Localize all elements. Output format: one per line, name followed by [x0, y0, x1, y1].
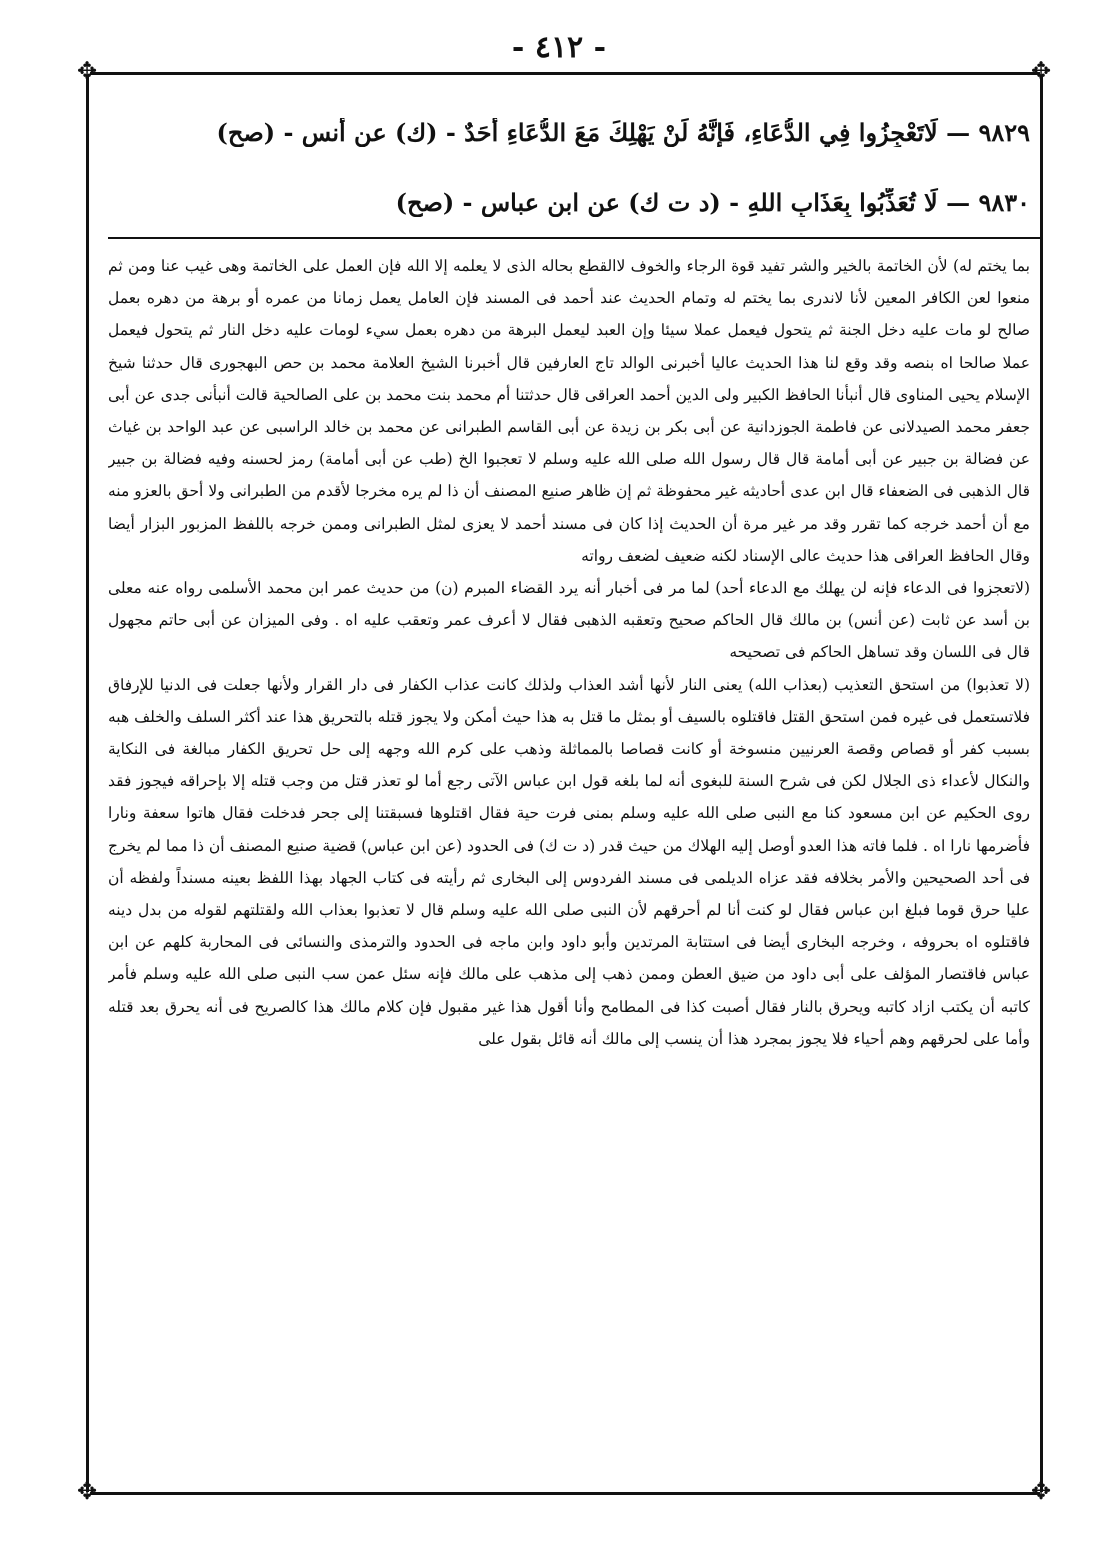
page-number: - ٤١٢ -	[511, 30, 607, 65]
commentary-paragraph: (لا تعذبوا) من استحق التعذيب (بعذاب الله) يعنى النار لأنها أشد العذاب ولذلك كانت عذاب الكفار فى دار القرار ولأنها جعلت فى الدنيا للإرفاق فلاتستعمل فى غيره فمن استحق القتل فاقتلوه بالسيف أو بمثل ما قتل به هذا حيث أمكن ولا يجوز قتله بالتحريق هذا عند أكثر السلف والخلف هبه بسبب كفر أو قصاص وقصة العرنيين منسوخة أو كانت قصاصا بالمماثلة وذهب على كرم الله وجهه إلى حل تحريق الكفار مبالغة فى النكاية والنكال لأعداء ذى الجلال لكن فى شرح السنة للبغوى أنه لما بلغه قول ابن عباس الآتى رجع أما لو تعذر قتل من وجب قتله إلا بإحراقه فيجوز فقد روى الحكيم عن ابن مسعود كنا مع النبى صلى الله عليه وسلم بمنى فرت حية فقال اقتلوها فسبقتنا إلى جحر فدخلت فقال هاتوا سعفة ونارا فأضرمها نارا اه . فلما فاته هذا العدو أوصل إليه الهلاك من حيث قدر (د ت ك) فى الحدود (عن ابن عباس) قضية صنيع المصنف أن ذا مما لم يخرج فى أحد الصحيحين والأمر بخلافه فقد عزاه الديلمى فى مسند الفردوس إلى البخارى ثم رأيته فى كتاب الجهاد بهذا اللفظ بعينه مسنداً ولفظه أن عليا حرق قوما فبلغ ابن عباس فقال لو كنت أنا لم أحرقهم لأن النبى صلى الله عليه وسلم قال لا تعذبوا بعذاب الله ولقتلتهم لقوله من بدل دينه فاقتلوه اه بحروفه ، وخرجه البخارى أيضا فى استتابة المرتدين وأبو داود وابن ماجه فى الحدود والترمذى والنسائى فى المحاربة كلهم عن ابن عباس فاقتصار المؤلف على أبى داود من ضيق العطن وممن ذهب إلى مذهب على مالك فإنه سئل عمن سب النبى صلى الله عليه وسلم فأمر كاتبه أن يكتب ازاد كاتبه ويحرق بالنار فقال أصبت كذا فى المطامح وأنا أقول هذا غير مقبول فإن كلام مالك هذا كالصريح فى أنه يحرق بعد قتله وأما على لحرقهم وهم أحياء فلا يجوز بمجرد هذا أن ينسب إلى مالك أنه قائل بقول على	[108, 675, 1030, 1048]
corner-ornament-icon: ✥	[76, 1477, 98, 1505]
corner-ornament-icon: ✥	[1030, 57, 1052, 85]
right-border	[1040, 76, 1043, 1492]
corner-ornament-icon: ✥	[76, 57, 98, 85]
text-separator	[108, 237, 1042, 239]
hadith-9830: ٩٨٣٠ — لَا تُعَذِّبُوا بِعَذَابِ اللهِ - (د ت ك) عن ابن عباس - (صح)	[395, 188, 1030, 217]
top-border	[90, 72, 1040, 75]
commentary	[108, 250, 1030, 1480]
corner-ornament-icon: ✥	[1030, 1477, 1052, 1505]
bottom-border	[90, 1492, 1040, 1495]
left-border	[86, 76, 89, 1492]
hadith-9829: ٩٨٢٩ — لَاتَعْجِزُوا فِي الدُّعَاءِ، فَإِنَّهُ لَنْ يَهْلِكَ مَعَ الدُّعَاءِ أَحَدٌ - (ك) عن أنس - (صح)	[216, 118, 1030, 147]
commentary-paragraph: (لاتعجزوا فى الدعاء فإنه لن يهلك مع الدعاء أحد) لما مر فى أخبار أنه يرد القضاء المبرم (ن) من حديث عمر ابن محمد الأسلمى رواه عنه معلى بن أسد عن ثابت (عن أنس) بن مالك قال الحاكم صحيح وتعقبه الذهبى فقال لا أعرف عمر وتعقب عليه اه . وفى الميزان عن أبى حاتم مجهول قال فى اللسان وقد تساهل الحاكم فى تصحيحه	[108, 579, 1030, 662]
commentary-paragraph: بما يختم له) لأن الخاتمة بالخير والشر تفيد قوة الرجاء والخوف لاالقطع بحاله الذى لا يعلمه إلا الله فإن العمل على الخاتمة وهى غيب عنا ومن ثم منعوا لعن الكافر المعين لأنا لاندرى بما يختم له وتمام الحديث عند أحمد فى المسند فإن العامل يعمل زمانا من عمره أو برهة من دهره بعمل صالح لو مات عليه دخل الجنة ثم يتحول فيعمل عملا سيئا وإن العبد ليعمل البرهة من دهره بعمل سيء لومات عليه دخل النار ثم يتحول فيعمل عملا صالحا اه بنصه وقد وقع لنا هذا الحديث عاليا أخبرنى الوالد تاج العارفين قال أخبرنا الشيخ العلامة محمد بن حص البهجورى قال حدثنا شيخ الإسلام يحيى المناوى قال أنبأنا الحافظ الكبير ولى الدين أحمد العراقى قال حدثتنا أم محمد بنت محمد بن على الصالحية قالت أنبأنى جدى عن أبى جعفر محمد الصيدلانى عن فاطمة الجوزدانية عن أبى بكر بن زيدة عن أبى القاسم الطبرانى عن محمد بن خالد الراسبى عن عبد الواحد بن غياث عن فضالة بن جبير عن أبى أمامة قال قال رسول الله صلى الله عليه وسلم لا تعجبوا الخ (طب عن أبى أمامة) رمز لحسنه وفيه فضالة بن جبير قال الذهبى فى الضعفاء قال ابن عدى أحاديثه غير محفوظة ثم إن ظاهر صنيع المصنف أن ذا لم يره مخرجا لأقدم من الطبرانى ولا أحق بالعزو منه مع أن أحمد خرجه كما تقرر وقد مر غير مرة أن الحديث إذا كان فى مسند أحمد لا يعزى لمثل الطبرانى وممن خرجه باللفظ المزبور البزار أيضا وقال الحافظ العراقى هذا حديث عالى الإسناد لكنه ضعيف لضعف رواته	[108, 257, 1030, 565]
